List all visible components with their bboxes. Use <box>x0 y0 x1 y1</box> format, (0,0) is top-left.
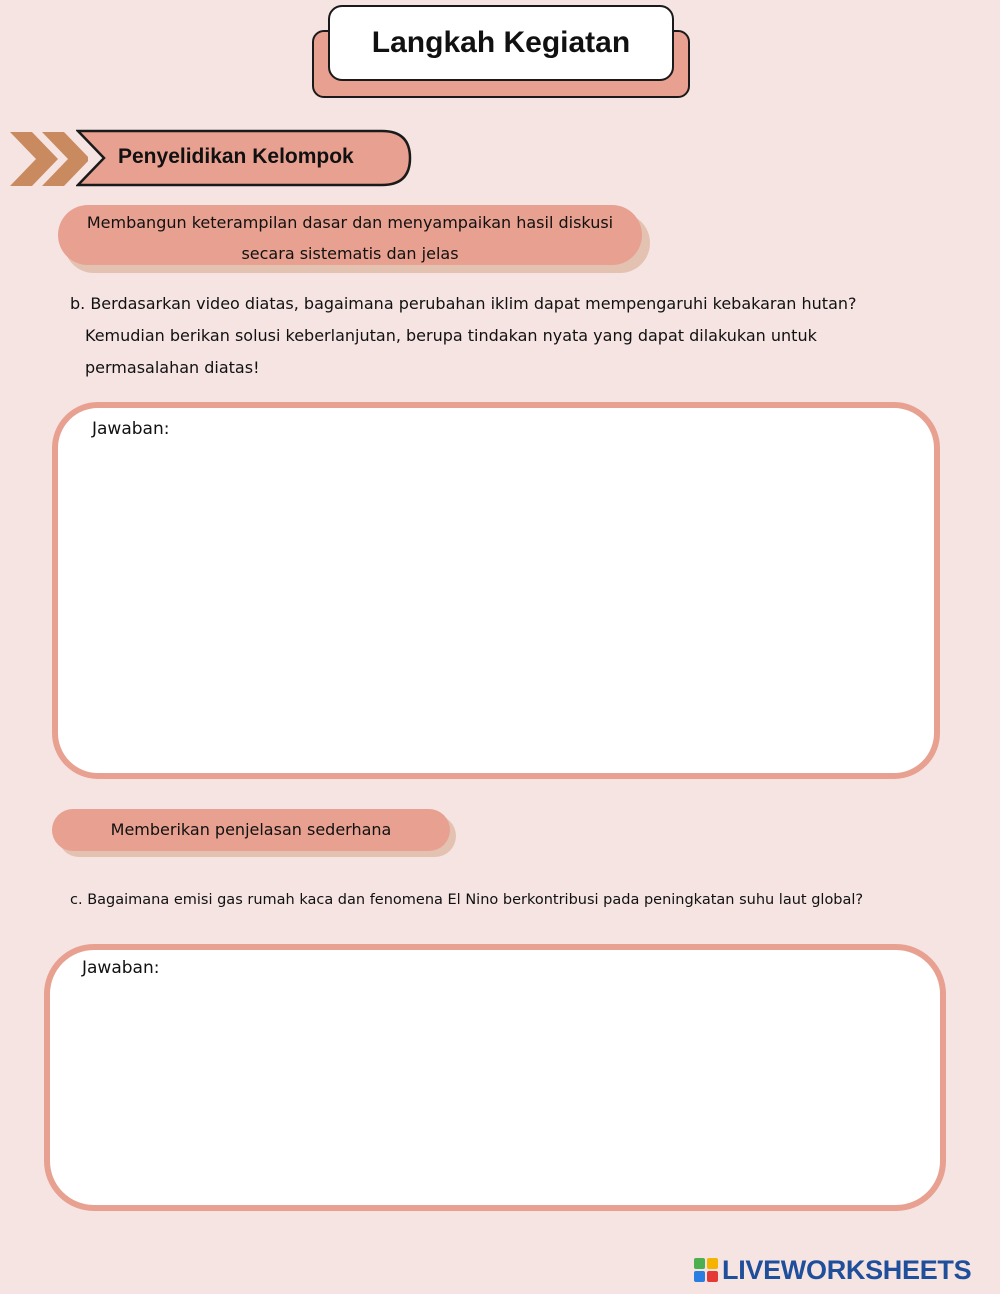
question-b-line1: b. Berdasarkan video diatas, bagaimana perubahan iklim dapat mempengaruhi kebakaran hutan? <box>70 294 857 313</box>
question-c: c. Bagaimana emisi gas rumah kaca dan fenomena El Nino berkontribusi pada peningkatan suhu laut global? <box>70 892 864 908</box>
page-title: Langkah Kegiatan <box>328 5 674 81</box>
liveworksheets-logo[interactable] <box>694 1254 971 1286</box>
answer-c-field[interactable] <box>44 944 946 1211</box>
liveworksheets-logo-icon <box>694 1258 718 1282</box>
answer-c-label: Jawaban: <box>82 958 160 978</box>
liveworksheets-logo-text: LIVEWORKSHEETS <box>722 1254 972 1285</box>
skill-pill-1-line1: Membangun keterampilan dasar dan menyampaikan hasil diskusi <box>86 213 614 232</box>
answer-b-field[interactable] <box>52 402 940 779</box>
question-b <box>70 288 930 384</box>
skill-pill-1-line2: secara sistematis dan jelas <box>241 244 459 263</box>
question-b-line2: Kemudian berikan solusi keberlanjutan, berupa tindakan nyata yang dapat dilakukan untuk <box>85 326 817 345</box>
section-title: Penyelidikan Kelompok <box>118 145 354 168</box>
question-b-line3: permasalahan diatas! <box>85 358 260 377</box>
answer-b-label: Jawaban: <box>92 419 170 439</box>
skill-pill-2: Memberikan penjelasan sederhana <box>52 809 450 851</box>
skill-pill-1 <box>58 205 642 265</box>
